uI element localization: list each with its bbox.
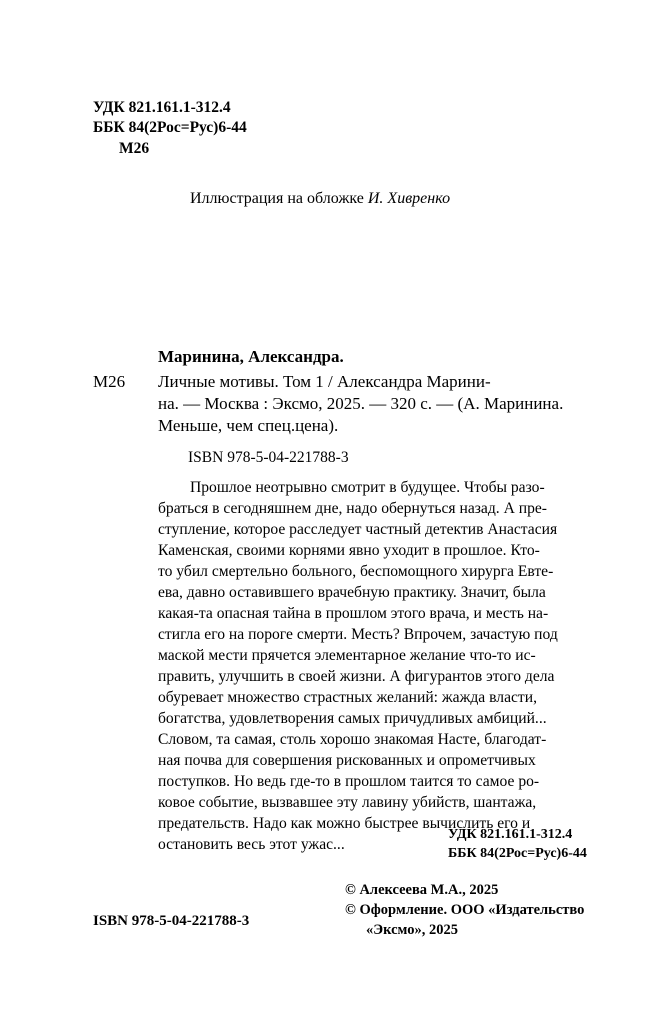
catalog-line: Личные мотивы. Том 1 / Александра Марини- bbox=[158, 372, 491, 391]
udk-code-bottom: УДК 821.161.1-312.4 bbox=[448, 827, 573, 842]
catalog-author-heading: Маринина, Александра. bbox=[158, 347, 344, 366]
abstract-line: ступление, которое расследует частный детектив Анастасия bbox=[158, 521, 558, 538]
abstract-line: маской мести прячется элементарное желание что-то ис- bbox=[158, 647, 536, 664]
abstract-line: остановить весь этот ужас... bbox=[158, 836, 345, 853]
abstract-line: ева, давно оставившего врачебную практику. Значит, была bbox=[158, 584, 546, 601]
abstract-line: поступков. Но ведь где-то в прошлом таится то самое ро- bbox=[158, 773, 540, 790]
abstract-line: Каменская, своими корнями явно уходит в прошлое. Кто- bbox=[158, 542, 540, 559]
illustration-credit bbox=[190, 190, 450, 208]
abstract-line: богатства, удовлетворения самых причудливых амбиций... bbox=[158, 710, 547, 727]
abstract-line: обуревает множество страстных желаний: жажда власти, bbox=[158, 689, 537, 706]
abstract-line: править, улучшить в своей жизни. А фигурантов этого дела bbox=[158, 668, 555, 685]
isbn-bottom: ISBN 978-5-04-221788-3 bbox=[93, 913, 250, 929]
abstract-line: предательств. Надо как можно быстрее вычислить его и bbox=[158, 815, 531, 832]
catalog-line: на. — Москва : Эксмо, 2025. — 320 с. — (А. Маринина. bbox=[158, 394, 564, 413]
abstract-line: Прошлое неотрывно смотрит в будущее. Чтобы разо- bbox=[190, 479, 545, 496]
illustration-artist: И. Хивренко bbox=[367, 190, 451, 207]
abstract-line: то убил смертельно больного, беспомощного хирурга Евте- bbox=[158, 563, 554, 580]
copyright-design: © Оформление. ООО «Издательство bbox=[345, 902, 585, 918]
udk-code: УДК 821.161.1-312.4 bbox=[93, 99, 231, 116]
bbk-code: ББК 84(2Рос=Рус)6-44 bbox=[93, 119, 247, 136]
abstract-line: ная почва для совершения рискованных и опрометчивых bbox=[158, 752, 536, 769]
abstract-line: Словом, та самая, столь хорошо знакомая Насте, благодат- bbox=[158, 731, 547, 748]
catalog-line: Меньше, чем спец.цена). bbox=[158, 416, 339, 435]
abstract-line: стигла его на пороге смерти. Месть? Впрочем, зачастую под bbox=[158, 626, 558, 643]
illustration-prefix: Иллюстрация на обложке bbox=[190, 190, 368, 207]
copyright-publisher: «Эксмо», 2025 bbox=[366, 922, 458, 938]
abstract-line: какая-та опасная тайна в прошлом этого врача, и месть на- bbox=[158, 605, 549, 622]
copyright-author: © Алексеева М.А., 2025 bbox=[345, 882, 499, 898]
catalog-author-mark: М26 bbox=[93, 372, 126, 391]
abstract-line: ковое событие, вызвавшее эту лавину убийств, шантажа, bbox=[158, 794, 537, 811]
catalog-isbn: ISBN 978-5-04-221788-3 bbox=[188, 449, 349, 466]
bbk-code-bottom: ББК 84(2Рос=Рус)6-44 bbox=[448, 846, 587, 861]
author-mark: М26 bbox=[119, 140, 150, 157]
abstract-line: браться в сегодняшнем дне, надо обернуться назад. А пре- bbox=[158, 500, 547, 517]
